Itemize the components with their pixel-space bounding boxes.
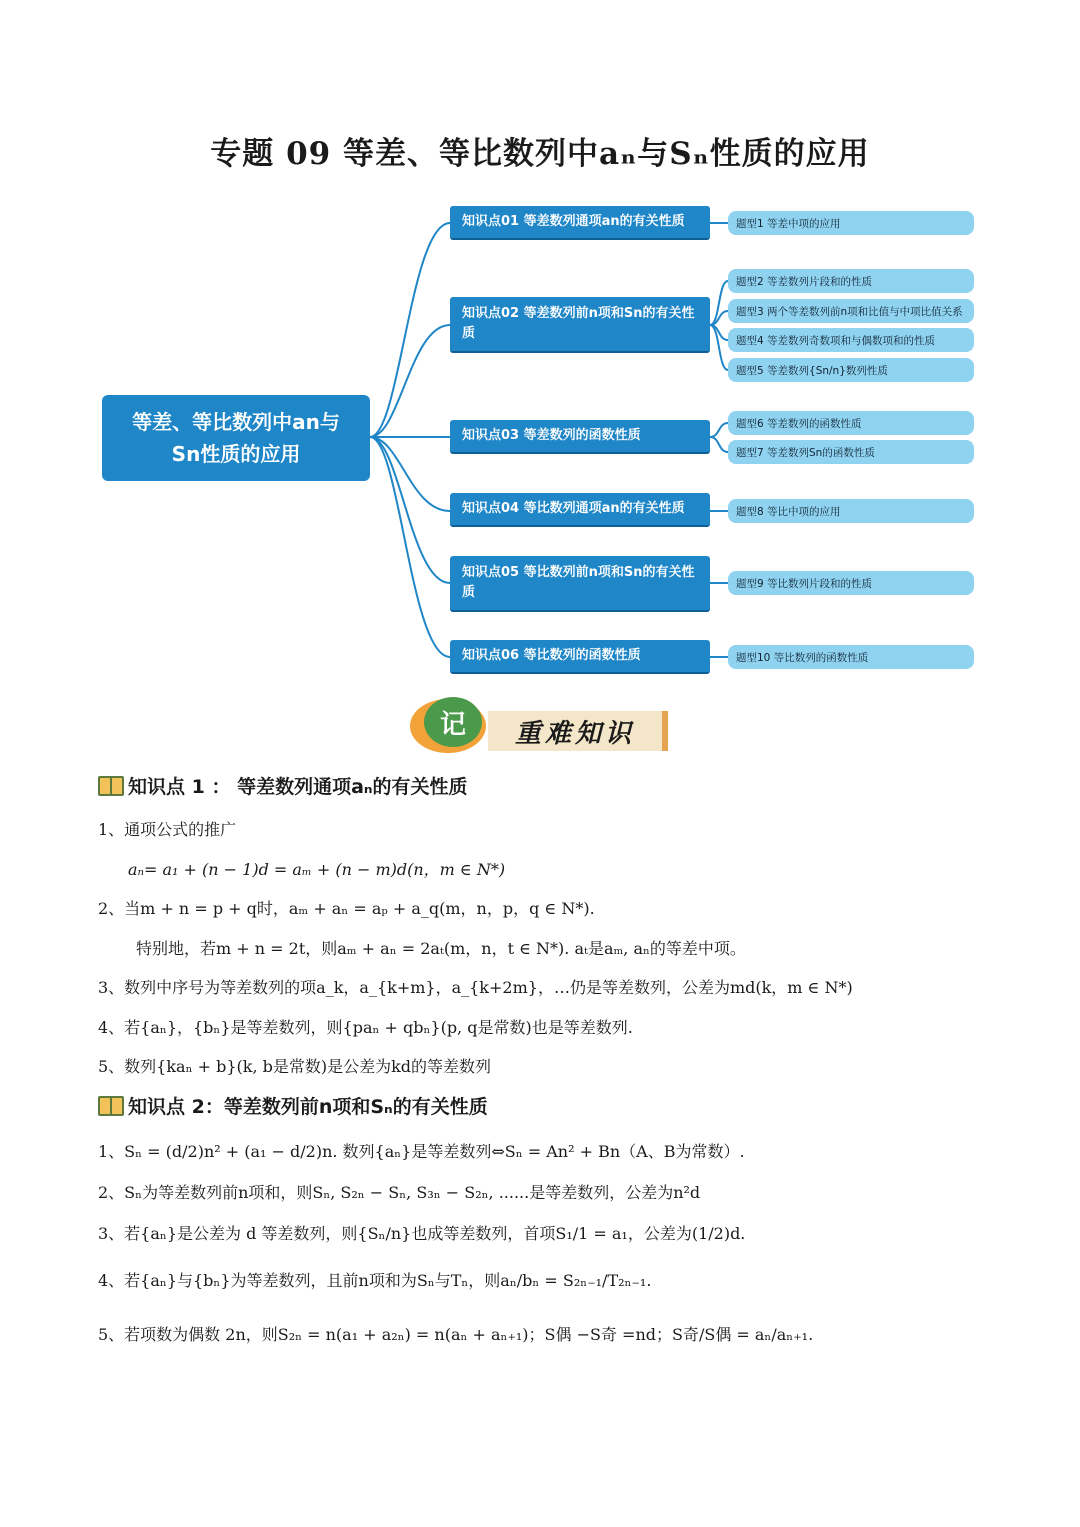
type-01: 题型1 等差中项的应用: [728, 211, 974, 235]
type-10: 题型10 等比数列的函数性质: [728, 645, 974, 669]
section2-heading-text: 知识点 2：等差数列前n项和Sₙ的有关性质: [128, 1096, 488, 1118]
mindmap-root: 等差、等比数列中an与Sn性质的应用: [102, 395, 370, 481]
s2-line-2: 2、Sₙ为等差数列前n项和，则Sₙ, S₂ₙ − Sₙ, S₃ₙ − S₂ₙ, ......是等差数列，公差为n²d: [98, 1183, 701, 1202]
type-09: 题型9 等比数列片段和的性质: [728, 571, 974, 595]
type-04: 题型4 等差数列奇数项和与偶数项和的性质: [728, 328, 974, 352]
s1-line-6: 4、若{aₙ}，{bₙ}是等差数列，则{paₙ + qbₙ}(p, q是常数)也是等差数列.: [98, 1018, 633, 1037]
s2-line-1: 1、Sₙ = (d/2)n² + (a₁ − d/2)n. 数列{aₙ}是等差数列⇔Sₙ = An² + Bn（A、B为常数）.: [98, 1142, 745, 1161]
page-title: 专题 09 等差、等比数列中aₙ与Sₙ性质的应用: [210, 136, 870, 172]
type-05: 题型5 等差数列{Sn/n}数列性质: [728, 358, 974, 382]
s1-line-1: 1、通项公式的推广: [98, 820, 237, 839]
type-08: 题型8 等比中项的应用: [728, 499, 974, 523]
knowledge-point-03: 知识点03 等差数列的函数性质: [450, 420, 710, 454]
book-icon: [98, 1096, 124, 1116]
section2-heading: [98, 1092, 488, 1119]
key-knowledge-badge: [404, 697, 674, 755]
type-07: 题型7 等差数列Sn的函数性质: [728, 440, 974, 464]
knowledge-point-04: 知识点04 等比数列通项an的有关性质: [450, 493, 710, 527]
section1-heading: [98, 772, 468, 799]
s1-line-7: 5、数列{kaₙ + b}(k, b是常数)是公差为kd的等差数列: [98, 1057, 492, 1076]
s2-line-3: 3、若{aₙ}是公差为 d 等差数列，则{Sₙ/n}也成等差数列，首项S₁/1 = a₁，公差为(1/2)d.: [98, 1224, 746, 1243]
knowledge-point-06: 知识点06 等比数列的函数性质: [450, 640, 710, 674]
knowledge-point-05: 知识点05 等比数列前n项和Sn的有关性质: [450, 556, 710, 612]
book-icon: [98, 776, 124, 796]
section1-heading-text: 知识点 1 ： 等差数列通项aₙ的有关性质: [128, 776, 468, 798]
knowledge-point-01: 知识点01 等差数列通项an的有关性质: [450, 206, 710, 240]
s1-line-3: 2、当m + n = p + q时，aₘ + aₙ = aₚ + a_q(m，n，p，q ∈ N*).: [98, 899, 595, 918]
s1-line-4: 特别地，若m + n = 2t，则aₘ + aₙ = 2aₜ(m，n，t ∈ N*). aₜ是aₘ, aₙ的等差中项。: [136, 939, 746, 958]
s1-line-5: 3、数列中序号为等差数列的项a_k，a_{k+m}，a_{k+2m}，…仍是等差数列，公差为md(k，m ∈ N*): [98, 978, 853, 997]
type-06: 题型6 等差数列的函数性质: [728, 411, 974, 435]
s1-line-2: aₙ= a₁ + (n − 1)d = aₘ + (n − m)d(n，m ∈ N*): [128, 860, 506, 879]
knowledge-point-02: 知识点02 等差数列前n项和Sn的有关性质: [450, 297, 710, 353]
type-02: 题型2 等差数列片段和的性质: [728, 269, 974, 293]
type-03: 题型3 两个等差数列前n项和比值与中项比值关系: [728, 299, 974, 323]
badge-label: 重难知识: [488, 711, 668, 751]
s2-line-5: 5、若项数为偶数 2n，则S₂ₙ = n(a₁ + a₂ₙ) = n(aₙ + aₙ₊₁)；S偶 −S奇 =nd；S奇/S偶 = aₙ/aₙ₊₁.: [98, 1325, 814, 1344]
s2-line-4: 4、若{aₙ}与{bₙ}为等差数列，且前n项和为Sₙ与Tₙ，则aₙ/bₙ = S₂ₙ₋₁/T₂ₙ₋₁.: [98, 1271, 652, 1290]
badge-icon: 记: [424, 697, 482, 747]
